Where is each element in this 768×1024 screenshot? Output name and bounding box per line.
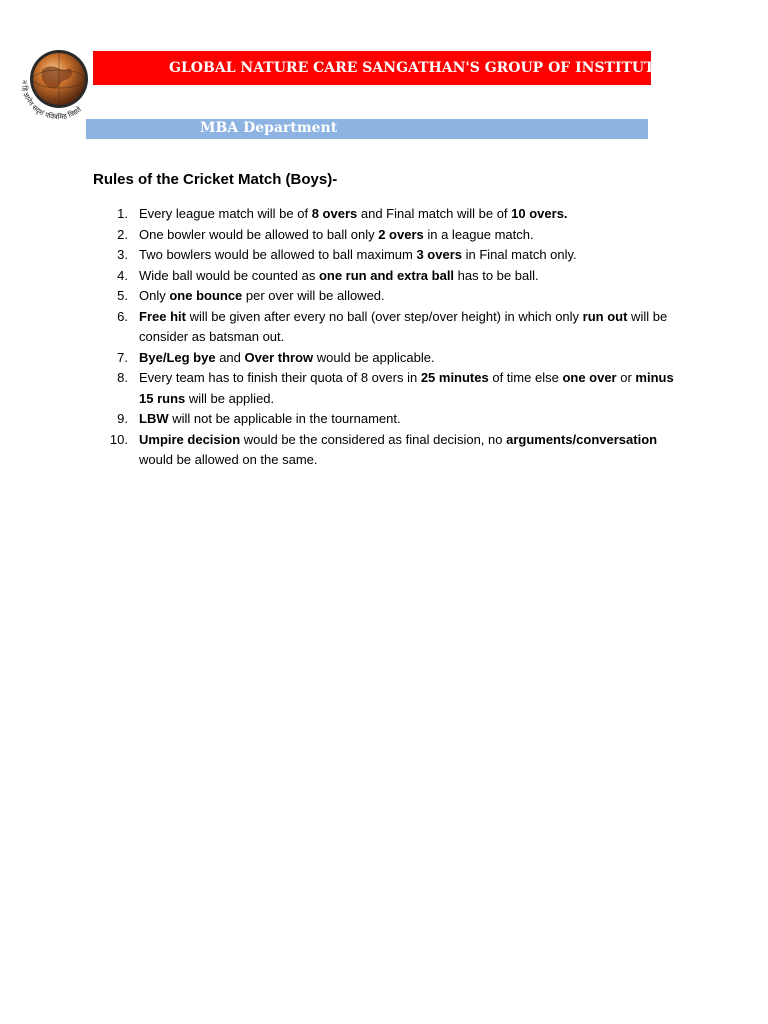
rules-list xyxy=(100,204,700,471)
rule-fragment: Every team has to finish their quota of 8 overs in xyxy=(139,370,421,385)
rule-item xyxy=(100,409,700,430)
rule-fragment: Only xyxy=(139,288,170,303)
rule-item xyxy=(100,368,700,409)
rule-item xyxy=(100,430,700,471)
rule-number: 3. xyxy=(117,247,128,262)
rule-item xyxy=(100,225,700,246)
rule-fragment: One bowler would be allowed to ball only xyxy=(139,226,379,242)
rule-number: 10. xyxy=(109,431,128,447)
rule-text xyxy=(139,409,679,430)
rule-emphasis: 8 overs xyxy=(311,206,358,221)
rule-fragment: will be applied. xyxy=(185,390,275,406)
rule-fragment: will be given after every no ball (over step/over height) in which only xyxy=(185,308,583,324)
rule-item xyxy=(100,245,700,266)
rule-number: 4. xyxy=(117,267,128,283)
department-name: MBA Department xyxy=(200,120,338,136)
rule-fragment: or xyxy=(616,370,636,385)
rule-number: 5. xyxy=(117,288,128,303)
rule-fragment: will be consider as batsman out. xyxy=(139,308,668,344)
logo-motto: न हि ज्ञानेन सदृशं पवित्रमिह विद्यते xyxy=(19,79,83,122)
department-bar xyxy=(86,119,648,139)
rule-fragment: has to be ball. xyxy=(454,267,539,283)
rule-item xyxy=(100,266,700,287)
rule-emphasis: Over throw xyxy=(244,349,314,365)
rule-fragment: Every league match will be of xyxy=(139,206,312,221)
rule-fragment: and xyxy=(215,349,245,365)
rule-number: 1. xyxy=(117,206,128,221)
rule-text xyxy=(139,225,679,246)
rule-item xyxy=(100,286,700,307)
rule-emphasis: Umpire decision xyxy=(139,431,241,447)
rule-number: 6. xyxy=(117,308,128,324)
rule-emphasis: one over xyxy=(562,370,617,385)
rule-text xyxy=(139,245,679,266)
rule-item xyxy=(100,348,700,369)
rule-fragment: would be allowed on the same. xyxy=(139,452,318,467)
rule-item xyxy=(100,204,700,225)
rule-fragment: in Final match only. xyxy=(462,247,577,262)
rule-text xyxy=(139,307,679,348)
institution-logo xyxy=(14,46,104,122)
rule-fragment: in a league match. xyxy=(423,226,534,242)
rule-text xyxy=(139,348,679,369)
rule-emphasis: Free hit xyxy=(139,308,186,324)
rule-text xyxy=(139,368,679,409)
rule-text xyxy=(139,204,679,225)
rule-emphasis: run out xyxy=(582,308,628,324)
rule-fragment: of time else xyxy=(488,370,563,385)
rule-fragment: per over will be allowed. xyxy=(242,288,385,303)
rule-fragment: would be the considered as final decision, no xyxy=(240,431,507,447)
rule-fragment: will not be applicable in the tournament. xyxy=(168,411,401,426)
rule-text xyxy=(139,266,679,287)
rule-text xyxy=(139,430,679,471)
rule-fragment: would be applicable. xyxy=(313,349,435,365)
rule-emphasis: Bye/Leg bye xyxy=(139,349,216,365)
globe-logo-icon xyxy=(14,46,104,122)
rule-emphasis: 3 overs xyxy=(416,247,463,262)
rule-text xyxy=(139,286,679,307)
rule-fragment: Wide ball would be counted as xyxy=(139,267,319,283)
rule-emphasis: minus 15 runs xyxy=(139,370,674,406)
rule-fragment: and Final match will be of xyxy=(357,206,512,221)
rule-emphasis: LBW xyxy=(139,411,169,426)
rule-number: 8. xyxy=(117,370,128,385)
rule-emphasis: arguments/conversation xyxy=(506,431,658,447)
rule-item xyxy=(100,307,700,348)
rule-number: 2. xyxy=(117,226,128,242)
rule-emphasis: 2 overs xyxy=(378,226,424,242)
document-title: Rules of the Cricket Match (Boys)- xyxy=(93,171,338,188)
rule-emphasis: 25 minutes xyxy=(420,370,489,385)
rule-emphasis: one bounce xyxy=(169,288,243,303)
rule-number: 7. xyxy=(117,349,128,365)
institution-header-bar xyxy=(93,51,687,85)
rule-emphasis: 10 overs. xyxy=(511,206,568,221)
rule-emphasis: one run and extra ball xyxy=(318,267,455,283)
institution-name: GLOBAL NATURE CARE SANGATHAN'S GROUP OF INSTITUTION xyxy=(169,60,687,76)
rule-fragment: Two bowlers would be allowed to ball maximum xyxy=(139,247,417,262)
rule-number: 9. xyxy=(117,411,128,426)
